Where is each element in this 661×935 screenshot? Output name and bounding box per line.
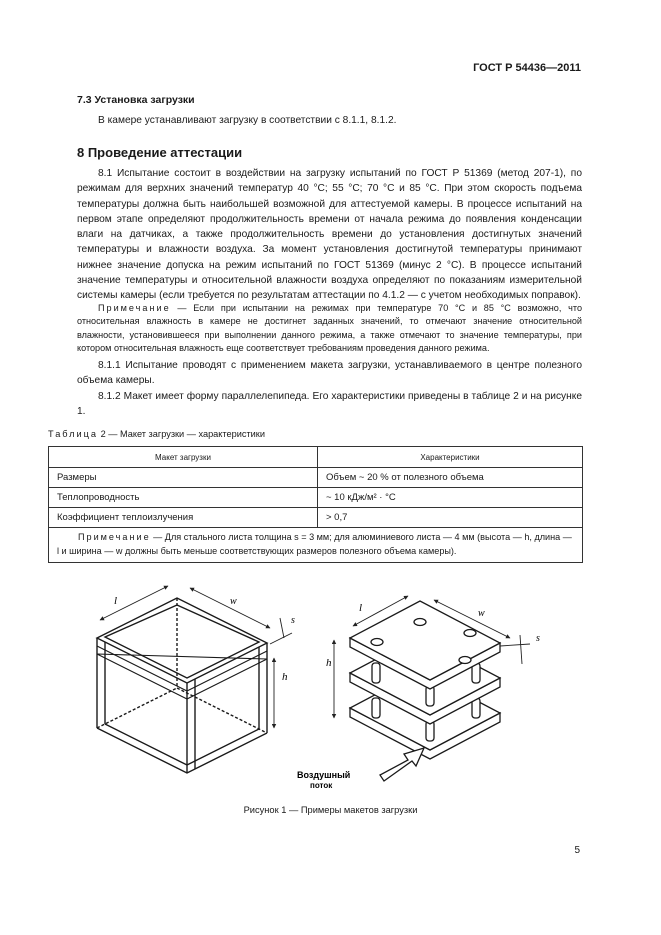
column-header-characteristics: Характеристики bbox=[318, 447, 583, 468]
row-name: Коэффициент теплоизлучения bbox=[49, 508, 318, 528]
airflow-label-line2: поток bbox=[310, 781, 333, 790]
label-h-plates: h bbox=[326, 657, 332, 669]
table-note-row bbox=[49, 528, 583, 563]
table-row bbox=[49, 508, 583, 528]
paragraph-8-1: 8.1 Испытание состоит в воздействии на загрузку испытаний по ГОСТ Р 51369 (метод 207-1), по режимам для верхних значений температур 40 °С; 55 °С; 70 °С и 85 °С. При этом скорость подъема температуры должна быть наибольшей возможной для аттестуемой камеры. В процессе испытаний на первом этапе определяют продолжительность времени от начала режима до появления конденсации влаги на датчиках, а также продолжительность времени до установления достигнутых значений температуры и влажности воздуха. За момент установления достигнутой температуры принимают нижнее значение допуска на режим испытаний по ГОСТ 51369 (минус 2 °С). В процессе испытаний значение температуры и относительной влажности воздуха определяют по показаниям измерительной системы камеры (если требуется по результатам аттестации по 4.1.2 — с учетом необходимых поправок). bbox=[77, 168, 582, 302]
table-header-row bbox=[49, 447, 583, 468]
paragraph-8-1-2: 8.1.2 Макет имеет форму параллелепипеда. Его характеристики приведены в таблице 2 и на рисунке 1. bbox=[77, 391, 582, 418]
section-7-3-title: 7.3 Установка загрузки bbox=[77, 94, 195, 106]
label-w-plates: w bbox=[478, 608, 485, 619]
paragraph-8-1-1: 8.1.1 Испытание проводят с применением макета загрузки, устанавливаемого в центре полезного объема камеры. bbox=[77, 360, 582, 387]
row-name: Размеры bbox=[49, 468, 318, 488]
page-number: 5 bbox=[574, 845, 580, 856]
table-note: Примечание — Для стального листа толщина s = 3 мм; для алюминиевого листа — 4 мм (высота — h, длина — l и ширина — w должны быть меньше соответствующих размеров полезного объема камеры). bbox=[49, 528, 583, 563]
airflow-arrow-icon bbox=[380, 748, 424, 781]
document-header: ГОСТ Р 54436—2011 bbox=[473, 62, 581, 74]
label-l-box: l bbox=[114, 595, 118, 607]
open-box-model bbox=[97, 598, 267, 773]
note-8-1: Примечание — Если при испытании на режимах при температуре 70 °С и 85 °С возможно, что относительная влажность в камере не достигнет заданных значений, то отмечают значение относительной влажности, установившееся при выполнении данного режима, а также отмечают то значение температуры, при котором относительная влажность еще соответствует требованиям проведения данного режима. bbox=[77, 303, 582, 354]
airflow-label-line1: Воздушный bbox=[297, 770, 351, 780]
label-h-box: h bbox=[282, 671, 288, 683]
note-label: Примечание bbox=[98, 303, 171, 313]
table-2 bbox=[48, 446, 583, 563]
figure-1-drawing bbox=[70, 578, 570, 798]
label-s-plates: s bbox=[536, 633, 540, 644]
label-l-plates: l bbox=[359, 602, 363, 614]
section-8-title: 8 Проведение аттестации bbox=[77, 145, 243, 160]
column-header-model: Макет загрузки bbox=[49, 447, 318, 468]
row-name: Теплопроводность bbox=[49, 488, 318, 508]
label-s-box: s bbox=[291, 615, 295, 626]
section-7-3-text: В камере устанавливают загрузку в соответствии с 8.1.1, 8.1.2. bbox=[98, 115, 397, 126]
table-row bbox=[49, 488, 583, 508]
label-w-box: w bbox=[230, 596, 237, 607]
table-2-caption: Таблица 2 — Макет загрузки — характеристики bbox=[48, 429, 265, 439]
figure-1-caption: Рисунок 1 — Примеры макетов загрузки bbox=[243, 805, 418, 815]
row-value: > 0,7 bbox=[318, 508, 583, 528]
stacked-plates-model bbox=[350, 601, 500, 759]
table-row bbox=[49, 468, 583, 488]
row-value: ~ 10 кДж/м² · °С bbox=[318, 488, 583, 508]
row-value: Объем ~ 20 % от полезного объема bbox=[318, 468, 583, 488]
